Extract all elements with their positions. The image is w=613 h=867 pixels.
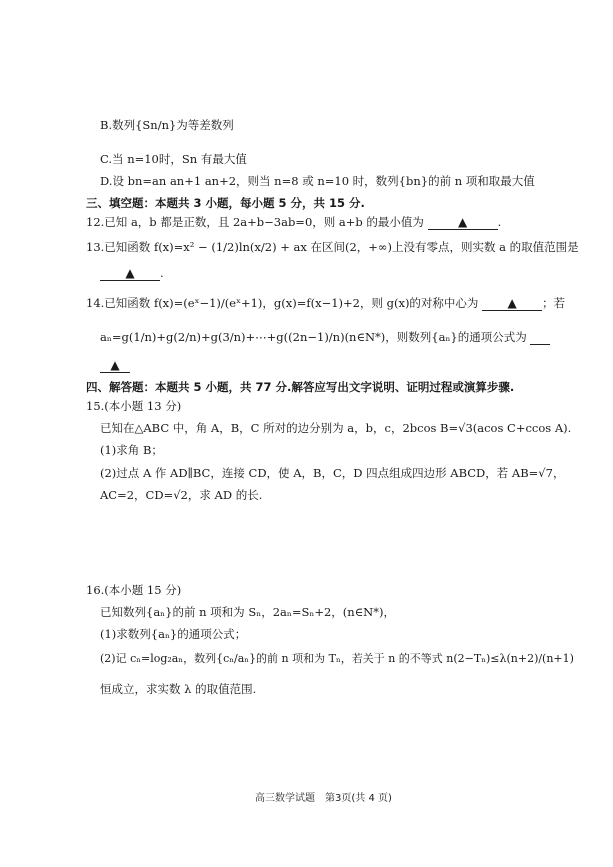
answer-blank-14b-cont — [100, 359, 130, 373]
question-16-title: 16.(本小题 15 分) — [86, 583, 182, 597]
answer-blank-14a — [482, 297, 542, 311]
question-13-end: . — [160, 266, 164, 280]
answer-marker: ▲ — [457, 215, 468, 229]
option-c: C.当 n=10时，Sn 有最大值 — [100, 152, 247, 166]
question-13-line-2 — [100, 266, 164, 281]
question-16-stem: 已知数列{aₙ}的前 n 项和为 Sₙ，2aₙ=Sₙ+2，(n∈N*)， — [100, 605, 395, 619]
question-15-part-1: (1)求角 B； — [100, 443, 163, 457]
question-14-text-c: aₙ=g(1/n)+g(2/n)+g(3/n)+⋯+g((2n−1)/n)(n∈N*)，则数列{aₙ}的通项公式为 — [100, 330, 527, 344]
question-15-stem: 已知在△ABC 中，角 A，B，C 所对的边分别为 a，b，c，2bcos B=√3(acos C+ccos A). — [100, 421, 572, 435]
answer-blank-14b — [530, 331, 550, 345]
question-14-line-3 — [100, 358, 130, 373]
option-b: B.数列{Sn/n}为等差数列 — [100, 118, 234, 132]
question-15-part-2-line-2: AC=2，CD=√2，求 AD 的长. — [100, 488, 263, 502]
question-16-part-2-line-2: 恒成立，求实数 λ 的取值范围. — [100, 682, 257, 696]
question-13-line-1: 13.已知函数 f(x)=x² − (1/2)ln(x/2) + ax 在区间(2，+∞)上没有零点，则实数 a 的取值范围是 — [86, 240, 579, 254]
section-3-header: 三、填空题：本题共 3 小题，每小题 5 分，共 15 分. — [86, 196, 365, 210]
answer-marker: ▲ — [507, 296, 517, 310]
section-4-header: 四、解答题：本题共 5 小题，共 77 分.解答应写出文字说明、证明过程或演算步骤. — [86, 380, 515, 394]
answer-marker: ▲ — [125, 266, 135, 280]
question-15-title: 15.(本小题 13 分) — [86, 399, 182, 413]
question-15-part-2-line-1: (2)过点 A 作 AD∥BC，连接 CD，使 A，B，C，D 四点组成四边形 ABCD，若 AB=√7， — [100, 466, 565, 480]
option-d: D.设 bn=an an+1 an+2，则当 n=8 或 n=10 时，数列{bn}的前 n 项和取最大值 — [100, 174, 535, 188]
answer-marker: ▲ — [110, 358, 120, 372]
page-footer: 高三数学试题 第3页(共 4 页) — [255, 793, 392, 804]
answer-blank-13 — [100, 267, 160, 281]
question-16-part-2-line-1: (2)记 cₙ=log₂aₙ，数列{cₙ/aₙ}的前 n 项和为 Tₙ，若关于 n 的不等式 n(2−Tₙ)≤λ(n+2)/(n+1) — [100, 652, 574, 665]
question-12 — [86, 215, 501, 230]
question-14-line-1 — [86, 296, 565, 311]
question-14-line-2 — [100, 330, 550, 345]
answer-blank-12 — [428, 216, 498, 230]
question-14-text-b: ；若 — [542, 296, 566, 310]
question-12-end: . — [497, 215, 502, 229]
question-16-part-1: (1)求数列{aₙ}的通项公式； — [100, 627, 247, 641]
question-12-text: 12.已知 a，b 都是正数，且 2a+b−3ab=0，则 a+b 的最小值为 — [86, 215, 424, 229]
question-14-text-a: 14.已知函数 f(x)=(eˣ−1)/(eˣ+1)，g(x)=f(x−1)+2，则 g(x)的对称中心为 — [86, 296, 479, 310]
